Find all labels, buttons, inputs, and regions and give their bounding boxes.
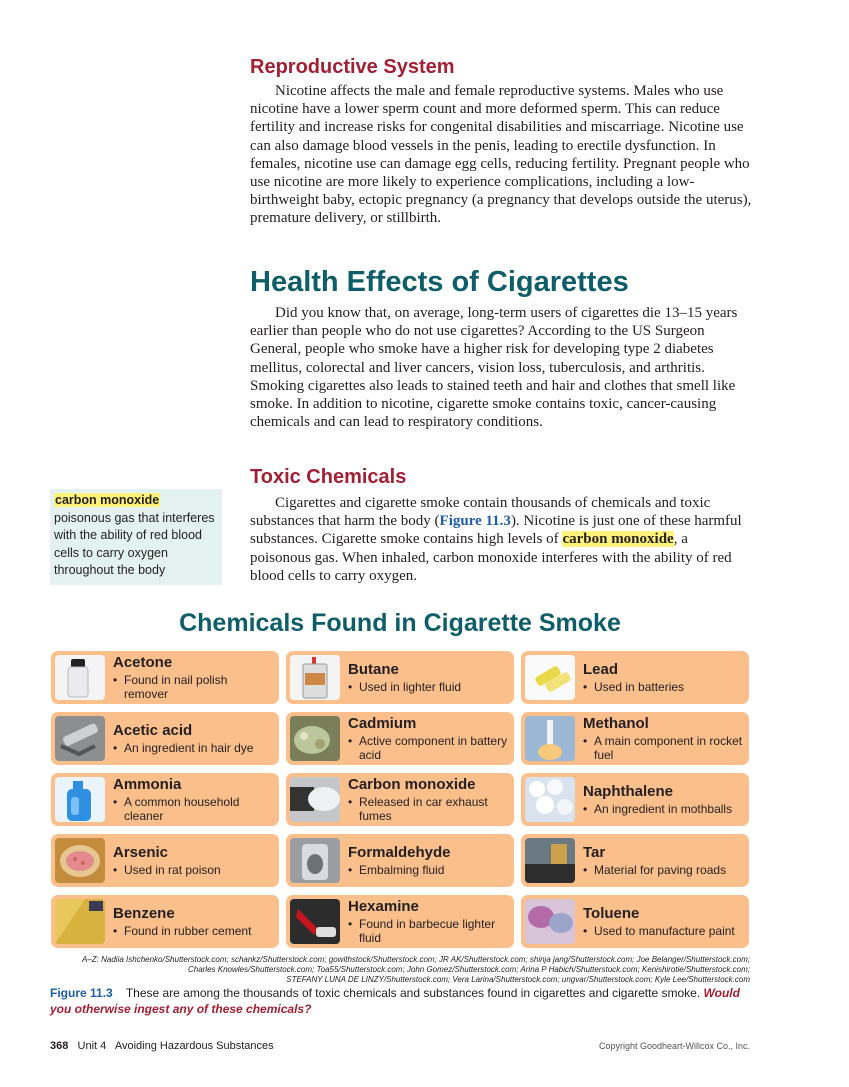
chemical-card-text xyxy=(348,651,508,704)
toxic-text-part1: Cigarettes and cigarette smoke contain thousands of chemicals and toxic substances that harm the body ( xyxy=(250,495,711,530)
section-heading-reproductive-system: Reproductive System xyxy=(250,56,455,78)
chemical-name: Tar xyxy=(583,844,606,861)
chemical-card xyxy=(286,895,514,948)
credits-line-3: STEFANY LUNA DE LINZY/Shutterstock.com; Vera Larina/Shutterstock.com; ungvar/Shutterstock.com; Kyle Lee/Shutterstock.com xyxy=(286,975,750,984)
chemical-name: Arsenic xyxy=(113,844,169,861)
figure-title: Chemicals Found in Cigarette Smoke xyxy=(179,609,621,637)
section-heading-health-effects: Health Effects of Cigarettes xyxy=(250,266,629,298)
chemical-use: • An ingredient in mothballs xyxy=(583,802,743,816)
glossary-term-carbon-monoxide[interactable]: carbon monoxide xyxy=(562,531,674,548)
credits-line-1: A–Z: Nadiia Ishchenko/Shutterstock.com; schankz/Shutterstock.com; gowithstock/Shutterstock.com; JR AK/Shutterstock.com; shinja jang/Shutterstock.com; Joe Belanger/Shutterstock.com; xyxy=(82,955,750,964)
health-effects-text: Did you know that, on average, long-term users of cigarettes die 13–15 years earlier than people who do not use cigarettes? According to the US Surgeon General, people who smoke have a higher risk for developing type 2 diabetes mellitus, colorectal and liver cancers, vision loss, tuberculosis, and arthritis. Smoking cigarettes also leads to stained teeth and hair and clothes that smell like smoke. In addition to nicotine, cigarette smoke contains toxic, cancer-causing chemicals and can lead to respiratory conditions. xyxy=(250,305,738,431)
corroded-battery-image xyxy=(290,716,340,761)
chemical-use: • Released in car exhaust fumes xyxy=(348,795,508,823)
chemical-name: Benzene xyxy=(113,905,175,922)
chemical-card xyxy=(51,895,279,948)
chemical-card xyxy=(51,773,279,826)
chemical-card xyxy=(51,712,279,765)
health-effects-paragraph xyxy=(250,304,752,431)
chemical-name: Formaldehyde xyxy=(348,844,451,861)
chemical-name: Hexamine xyxy=(348,898,419,915)
chemical-card-text xyxy=(583,651,743,704)
caption-label: Figure 11.3 xyxy=(50,986,113,1000)
figure-caption xyxy=(50,985,750,1017)
chemical-use: • Used in batteries xyxy=(583,680,743,694)
chemical-name: Cadmium xyxy=(348,715,417,732)
callout-term: carbon monoxide xyxy=(55,493,160,507)
chemical-card-text xyxy=(348,834,508,887)
photo-credits xyxy=(50,955,750,985)
chemical-card-text xyxy=(348,712,508,765)
batteries-image xyxy=(525,655,575,700)
chemical-name: Ammonia xyxy=(113,776,182,793)
chemical-use: • Found in rubber cement xyxy=(113,924,273,938)
barbecue-lighter-image xyxy=(290,899,340,944)
paint-cans-image xyxy=(525,899,575,944)
road-paving-image xyxy=(525,838,575,883)
chemical-use: • Found in nail polish remover xyxy=(113,673,273,701)
lighter-fluid-can-image xyxy=(290,655,340,700)
chemical-card-text xyxy=(113,712,273,765)
embalming-jar-image xyxy=(290,838,340,883)
rocket-launch-image xyxy=(525,716,575,761)
chemical-card-text xyxy=(113,773,273,826)
chemical-name: Acetone xyxy=(113,654,173,671)
chemical-use: • Embalming fluid xyxy=(348,863,508,877)
chemical-name: Butane xyxy=(348,661,399,678)
rubber-cement-image xyxy=(55,899,105,944)
cleaner-spray-bottle-image xyxy=(55,777,105,822)
chemical-name: Lead xyxy=(583,661,619,678)
credits-line-2: Charles Knowles/Shutterstock.com; Toa55/Shutterstock.com; John Gomez/Shutterstock.com; Arina P Habich/Shutterstock.com; Kenishirotie/Shutterstock.com; xyxy=(187,965,750,974)
chemical-use: • Found in barbecue lighter fluid xyxy=(348,917,508,945)
chemical-card xyxy=(521,895,749,948)
toxic-text-part3: , a poisonous gas. When inhaled, carbon monoxide interferes with the ability of red blood cells to carry oxygen. xyxy=(250,531,732,584)
chemical-name: Acetic acid xyxy=(113,722,193,739)
chemical-card-text xyxy=(583,895,743,948)
callout-definition: poisonous gas that interferes with the ability of red blood cells to carry oxygen throughout the body xyxy=(54,510,215,577)
chemical-use: • Used in lighter fluid xyxy=(348,680,508,694)
chemical-card xyxy=(286,773,514,826)
mothballs-image xyxy=(525,777,575,822)
chemical-card-text xyxy=(113,651,273,704)
car-exhaust-image xyxy=(290,777,340,822)
chemical-card-text xyxy=(348,895,508,948)
chemical-name: Methanol xyxy=(583,715,649,732)
chemical-card xyxy=(286,651,514,704)
reproductive-system-text: Nicotine affects the male and female reproductive systems. Males who use nicotine have a lower sperm count and more deformed sperm. This can reduce fertility and increase risks for congenital disabilities and miscarriage. Nicotine use can also damage blood vessels in the penis, leading to erectile dysfunction. In females, nicotine use can damage egg cells, reducing fertility. Pregnant people who use nicotine are more likely to experience complications, including a low-birthweight baby, ectopic pregnancy (a pregnancy that develops outside the uterus), premature delivery, or stillbirth. xyxy=(250,83,752,227)
footer-left xyxy=(50,1040,274,1052)
hair-dye-brush-image xyxy=(55,716,105,761)
chemical-card-text xyxy=(348,773,508,826)
chemical-card-text xyxy=(583,834,743,887)
unit-title: Unit 4 Avoiding Hazardous Substances xyxy=(77,1040,274,1052)
chemical-card-text xyxy=(583,773,743,826)
chemical-name: Carbon monoxide xyxy=(348,776,476,793)
chemical-card-text xyxy=(583,712,743,765)
chemical-card xyxy=(521,651,749,704)
caption-question: Would you otherwise ingest any of these chemicals? xyxy=(50,986,740,1016)
chemical-use: • Material for paving roads xyxy=(583,863,743,877)
chemical-card xyxy=(286,834,514,887)
chemical-use: • A main component in rocket fuel xyxy=(583,734,743,762)
page-number: 368 xyxy=(50,1040,69,1052)
chemical-card xyxy=(286,712,514,765)
chemical-name: Naphthalene xyxy=(583,783,674,800)
chemical-use: • A common household cleaner xyxy=(113,795,273,823)
figure-reference-link[interactable]: Figure 11.3 xyxy=(439,513,511,530)
chemical-use: • Used to manufacture paint xyxy=(583,924,743,938)
chemical-name: Toluene xyxy=(583,905,640,922)
rat-poison-pellets-image xyxy=(55,838,105,883)
copyright: Copyright Goodheart-Willcox Co., Inc. xyxy=(598,1041,750,1051)
caption-text: These are among the thousands of toxic chemicals and substances found in cigarettes and cigarette smoke. xyxy=(125,986,701,1000)
section-heading-toxic-chemicals: Toxic Chemicals xyxy=(250,466,407,488)
chemical-card xyxy=(521,712,749,765)
chemical-card-text xyxy=(113,834,273,887)
reproductive-system-paragraph xyxy=(250,82,752,228)
chemical-card xyxy=(521,773,749,826)
chemical-use: • Used in rat poison xyxy=(113,863,273,877)
glossary-callout xyxy=(50,489,222,585)
chemical-card-text xyxy=(113,895,273,948)
toxic-chemicals-paragraph xyxy=(250,494,752,585)
chemical-card xyxy=(521,834,749,887)
chemical-card xyxy=(51,651,279,704)
nail-polish-remover-bottle-image xyxy=(55,655,105,700)
chemical-use: • An ingredient in hair dye xyxy=(113,741,273,755)
chemical-card xyxy=(51,834,279,887)
toxic-text-part2: ). Nicotine is just one of these harmful substances. Cigarette smoke contains high levels of xyxy=(250,513,742,548)
chemical-use: • Active component in battery acid xyxy=(348,734,508,762)
toxic-chemicals-text xyxy=(250,494,752,585)
